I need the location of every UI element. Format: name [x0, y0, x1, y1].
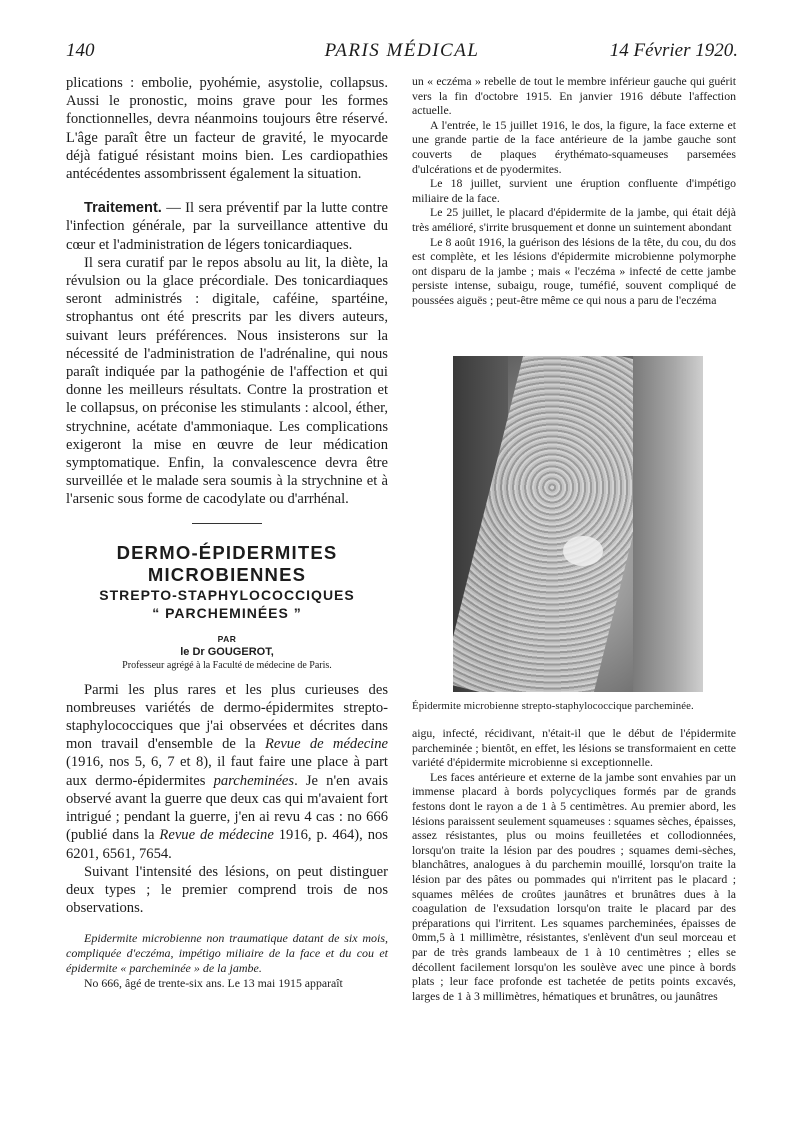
author-affiliation: Professeur agrégé à la Faculté de médecine de Paris. [122, 659, 332, 671]
paragraph-intro [66, 681, 388, 863]
intro-ref-2: parcheminées [213, 772, 295, 789]
page-number: 140 [66, 40, 95, 61]
figure-caption: Épidermite microbienne strepto-staphylococcique parcheminée. [412, 700, 694, 712]
issue-date: 14 Février 1920. [609, 40, 738, 61]
journal-title: PARIS MÉDICAL [324, 40, 480, 61]
case-summary: Epidermite microbienne non traumatique datant de six mois, compliquée d'eczéma, impétigo miliaire de la face et du cou et épidermite « parcheminée » de la jambe. [66, 931, 388, 975]
case-history-1: un « eczéma » rebelle de tout le membre inférieur gauche qui guérit vers la fin d'octobre 1915. En janvier 1916 débute l'affection actuelle. [412, 74, 736, 118]
intro-ref-1: Revue de médecine [264, 736, 388, 753]
byline-par: PAR [217, 633, 237, 644]
case-start: No 666, âgé de trente-six ans. Le 13 mai 1915 apparaît [84, 975, 343, 990]
title-line-1: DERMO-ÉPIDERMITES [116, 541, 338, 563]
page-header [66, 40, 738, 70]
paragraph-types: Suivant l'intensité des lésions, on peut distinguer deux types ; le premier comprend trois de nos observations. [66, 863, 388, 917]
left-column [66, 74, 388, 990]
intro-ref-3: Revue de médecine [159, 827, 274, 844]
intro-text-d: 1916, p. 464), nos 6201, 6561, 7654. [66, 827, 388, 862]
case-history-7: Les faces antérieure et externe de la jambe sont envahies par un immense placard à bords polycycliques formés par de grands festons dont le rayon a de 1 à 5 centimètres. Au premier abord, les lésions paraissent seulement squameuses : squames sèches, épaisses, assez résistantes, plus ou moins feuilletées et collodionnées, lorsqu'on traite la lésion par des poudres ; squames demi-sèches, blanchâtres, analogues à du parchemin mouillé, lorsqu'on traite la lésion par des pâtes ou pommades qui n'irritent pas le placard ; squames mêlées de croûtes jaunâtres et brunâtres dues à la coagulation de l'exsudation lorsqu'on traite le placard par des préparations qui l'irritent. Les squames parcheminées, épaisses de 0mm,5 à 1 millimètre, résistantes, s'enlèvent d'un seul morceau et par de très grands lambeaux de 1 à 10 centimètres ; elles se décollent facilement lorsqu'on les soulève avec une pince à bords plats ; leur face profonde est tachetée de petits points excavés, larges de 1 à 3 millimètres, hématiques et brunâtres, ou jaunâtres [412, 769, 737, 1003]
article-title [66, 542, 388, 622]
case-history-4: Le 25 juillet, le placard d'épidermite de la jambe, qui était déjà très amélioré, s'irrite brusquement et donne un suintement abondant [412, 205, 736, 234]
intro-text-a: Parmi les plus rares et les plus curieuses des nombreuses variétés de dermo-épidermites strepto-staphylococciques que j'ai observées et décrites dans mon travail d'ensemble de la [66, 681, 388, 753]
right-column [412, 74, 736, 308]
leg-lesion-photograph [453, 356, 703, 692]
case-history-2: A l'entrée, le 15 juillet 1916, le dos, la figure, la face externe et une grande partie de la face antérieure de la jambe gauche sont couverts de plaques érythémato-squameuses parsemées d'ulcérations et de pyodermites. [412, 117, 736, 176]
paragraph-curative: Il sera curatif par le repos absolu au lit, la diète, la révulsion ou la glace précordiale. Des tonicardiaques seront administrés : digitale, caféine, spartéine, strophantus ont été prescrits par les divers auteurs, suivant leurs préférences. Nous insisterons sur la nécessité de l'administration de l'adrénaline, qui nous paraît indiquée par la pathogénie de l'affection et qui donne les meilleurs résultats. Contre la prostration et le collapsus, on préconise les stimulants : alcool, éther, strychnine, acétate d'ammoniaque. Les complications exigeront la mise en œuvre de leur médication symptomatique. Enfin, la convalescence devra être surveillée et le malade sera soumis à la strychnine et à l'arsenic sous forme de cacodylate ou d'arrhénal. [66, 254, 388, 508]
intro-text-c: . Je n'en avais observé avant la guerre que deux cas qui m'avaient fort intrigué ; pendant la guerre, j'en ai revu 4 cas : no 666 (publié dans la [66, 772, 389, 844]
title-line-3: STREPTO-STAPHYLOCOCCIQUES [99, 586, 355, 603]
treatment-heading: Traitement. [84, 200, 162, 217]
author-name: le Dr GOUGEROT, [180, 645, 274, 658]
case-history-3: Le 18 juillet, survient une éruption confluente d'impétigo miliaire de la face. [412, 176, 736, 205]
paragraph-complications: plications : embolie, pyohémie, asystolie, collapsus. Aussi le pronostic, moins grave pour les formes fonctionnelles, devra néanmoins toujours être réservé. L'âge paraît être un facteur de gravité, le myocarde déjà fatigué résistant moins bien. Les cardiopathies antécédentes assombrissent également la situation. [66, 75, 388, 183]
intro-text-b: (1916, nos 5, 6, 7 et 8), il faut faire une place à part aux dermo-épidermites [66, 754, 388, 789]
title-line-2: MICROBIENNES [147, 563, 307, 585]
byline [66, 634, 388, 671]
right-column-lower [412, 726, 736, 1003]
case-history-5: Le 8 août 1916, la guérison des lésions de la tête, du cou, du dos est complète, et les lésions d'épidermite microbienne polymorphe ont disparu de la jambe ; mais « l'eczéma » infecté de cette jambe persiste intense, subaigu, rouge, tuméfié, souvent compliqué de poussées aiguës ; peut-être même ce qui nous a paru de l'eczéma [412, 234, 736, 307]
photo-background [633, 356, 703, 692]
title-line-4: “ PARCHEMINÉES ” [152, 604, 302, 621]
treatment-text: — Il sera préventif par la lutte contre l'infection générale, par la surveillance attentive du cœur et l'administration de légers tonicardiaques. [66, 200, 388, 253]
case-history-6: aigu, infecté, récidivant, n'était-il que le début de l'épidermite parcheminée ; bientôt, en effet, les lésions se transformaient en cette variété d'épidermite microbienne si exceptionnelle. [412, 726, 736, 770]
photo-lesion-patch [563, 536, 603, 566]
section-divider [192, 523, 262, 524]
paragraph-treatment [66, 199, 388, 254]
